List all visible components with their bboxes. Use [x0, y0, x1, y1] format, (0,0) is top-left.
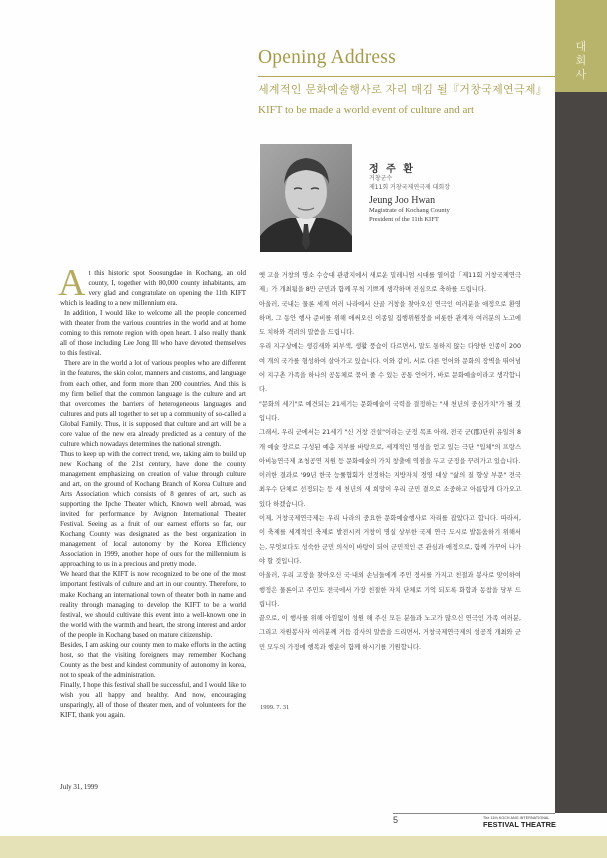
- drop-cap: A: [58, 262, 86, 304]
- portrait-icon: [260, 144, 352, 252]
- english-paragraph: We heard that the KIFT is now recognized to be one of the most important festivals of culture and art in our country. Therefore, to make Kochang an international town of theater both in name and reality through managing to develop the KIFT to be a world festival, we should cultivate this event into a well-known one in the world with the warmth and heart, the strong interest and ardor of the people in Kochang based on mature citizenship.: [60, 570, 246, 639]
- korean-date: 1999. 7. 31: [260, 704, 290, 711]
- subtitle-english: KIFT to be made a world event of culture and art: [258, 104, 475, 116]
- english-date: July 31, 1999: [60, 783, 98, 791]
- korean-paragraph: 이러한 결과로 '99년 한국 능률협회가 선정하는 지방자치 경영 대상 "삶의 질 향상 부문" 전국 최우수 단체로 선정되는 등 새 천년의 새 희망이 우리 군민 곁으로 소중하고 아름답게 다가오고 있다 하겠습니다.: [259, 472, 521, 508]
- speaker-role-korean: [369, 174, 450, 192]
- footer-publication-title: FESTIVAL THEATRE: [483, 820, 557, 829]
- korean-paragraph: 이제, 거창국제연극제는 우리 나라의 중요한 문화예술행사로 자리를 잡았다고 합니다. 따라서, 이 축제를 세계적인 축제로 발전시켜 거창이 명실 상부한 국제 연극 도시로 발돋움하기 위해서는, 무엇보다도 성숙한 군민 의식이 바탕이 되어 군민적인 큰 관심과 애정으로, 함께 가꾸어 나가야 할 것입니다.: [259, 515, 521, 565]
- korean-paragraph: 우리 지구상에는 생김새와 피부색, 생활 풍습이 다르면서, 말도 통하지 않는 다양한 인종이 200여 개의 국가를 형성하여 살아가고 있습니다. 이와 같이, 서로 다른 언어와 문화의 장벽을 뛰어넘어 지구촌 가족을 하나의 공동체로 묶어 줄 수 있는 공통 언어가, 바로 문화예술이라고 생각합니다.: [259, 343, 521, 394]
- speaker-role-korean-line: 거창군수: [369, 175, 393, 182]
- subtitle-korean: 세계적인 문화예술행사로 자리 매김 될『거창국제연극제』: [258, 83, 548, 96]
- side-tab-char: 대: [575, 40, 587, 53]
- english-column: [58, 262, 246, 720]
- korean-paragraph: 그래서, 우리 군에서는 21세기 "신 거창 건설"이라는 군정 목표 아래, 전국 군(郡)단위 유일의 8개 예술 장르로 구성된 예총 지부를 바탕으로, 세계적인 명성을 얻고 있는 극단 "입체"의 프랑스 아비뇽연극제 초청공연 지원 등 문화예술의 가치 창출에 역점을 두고 군정을 꾸려가고 있습니다.: [259, 429, 521, 465]
- speaker-role-english-line: President of the 11th KIFT: [369, 215, 439, 223]
- korean-paragraph: 끝으로, 이 행사를 위해 아낌없이 성원 해 주신 모든 분들과 노고가 많으신 연극인 가족 여러분, 그리고 자원봉사자 여러분께 거듭 감사의 말씀을 드리면서, 거창국제연극제의 성공적 개최와 군민 모두의 가정에 행복과 행운이 함께 하시기를 기원합니다.: [259, 615, 521, 651]
- english-paragraph: Thus to keep up with the correct trend, we, taking aim to build up new Kochang of the 21st century, have done the county management emphasizing on creation of value through culture and art, on the ground of Kochang Branch of Korea Culture and Arts Association which consists of 8 genres of art, such as supporting the Ipche Theater which, Known well abroad, was invited for performance by Avignon International Theater Festival. Seeing as a fruit of our earnest efforts so far, our Kochang County was designated as the best organization in management of local autonomy by the Korea Efficiency Association in 1999, another hope of ours for the millennium is approaching to us in a precious and pretty mode.: [60, 449, 246, 569]
- speaker-name-korean: 정 주 환: [369, 164, 415, 175]
- korean-paragraph: 옛 고을 거창의 명소 수승대 관광지에서 새로운 밀레니엄 시대를 열어갈「제11회 거창국제연극제」가 개최됨을 8만 군민과 함께 무척 기쁘게 생각하며 진심으로 축하를 드립니다.: [259, 272, 521, 294]
- speaker-role-korean-line: 제11회 거창국제연극제 대회장: [369, 184, 451, 191]
- english-paragraph: Besides, I am asking our county men to make efforts in the acting host, so that the visiting foreigners may remember Kochang County as the best and kindest community of autonomy in korea, not to speak of the administration.: [60, 640, 246, 679]
- speaker-role-english-line: Magistrate of Kochang County: [369, 207, 450, 214]
- korean-column: [259, 269, 521, 655]
- speaker-role-english: [369, 207, 450, 224]
- english-paragraph-text: t this historic spot Soosungdae in Kochang, an old county, I, together with 80,000 county inhabitants, am very glad and congratulate on opening the 11th KIFT which is leading to a new millennium era.: [60, 269, 246, 308]
- english-paragraph: There are in the world a lot of various peoples who are different in the features, the skin color, manners and customs, and language from each other, and form more than 200 countries. And this is my firm belief that the common language is the culture and art that overcomes the barriers of heterogeneous languages and cultures and puts all together to set up a community of so-called a Global Family. Thus, it is supposed that culture and art will be a core value of the new era already predicted as a century of the culture which nowadays determines the national strength.: [60, 359, 246, 448]
- side-tab-label: [555, 40, 607, 82]
- english-paragraph: In addition, I would like to welcome all the people concerned with theater from the various countries in the world and at home coming to this remote region with open heart. I also really thank all of those including Lee Jong Ill who have devoted themselves to this festival.: [60, 309, 246, 358]
- page-title: Opening Address: [258, 47, 396, 68]
- english-paragraph: [58, 262, 246, 308]
- side-tab-char: 회: [575, 54, 587, 67]
- portrait-photo: [260, 144, 352, 252]
- english-paragraph: Finally, I hope this festival shall be successful, and I would like to wish you all happy and healthy. And now, encouraging unsparingly, all of those of theater men, and of volunteers for the KIFT, thank you again.: [60, 680, 246, 720]
- speaker-name-english: Jeung Joo Hwan: [369, 195, 436, 206]
- footer-divider: [393, 813, 555, 814]
- side-tab-dark: [555, 92, 607, 813]
- korean-paragraph: 아울러, 우리 고장을 찾아오신 국·내외 손님들에게 주민 정서를 가지고 친절과 봉사로 맞이하여 행정은 물론이고 주민도 전국에서 가장 친절한 자치 단체로 기억 되도록 화합과 동참을 당부 드립니다.: [259, 572, 521, 608]
- korean-paragraph: 아울러, 국내는 물론 세계 여러 나라에서 산골 거창을 찾아오신 연극인 여러분을 애정으로 환영하며, 그 동안 행사 준비를 위해 애써오신 이종일 집행위원장을 비롯한 관계자 여러분의 노고에도 치하와 격려의 말씀을 드립니다.: [259, 300, 521, 337]
- title-divider: [258, 76, 555, 77]
- bottom-color-band: [0, 836, 607, 858]
- korean-paragraph: "문화의 세기"로 예견되는 21세기는 문화예술이 국력을 결정하는 "새 천년의 중심가치"가 될 것입니다.: [259, 400, 521, 422]
- footer-publication-subtitle: The 11th KOCH ANG INTERNATIONAL: [483, 816, 550, 820]
- side-tab-char: 사: [575, 68, 587, 81]
- page-number: 5: [393, 815, 399, 825]
